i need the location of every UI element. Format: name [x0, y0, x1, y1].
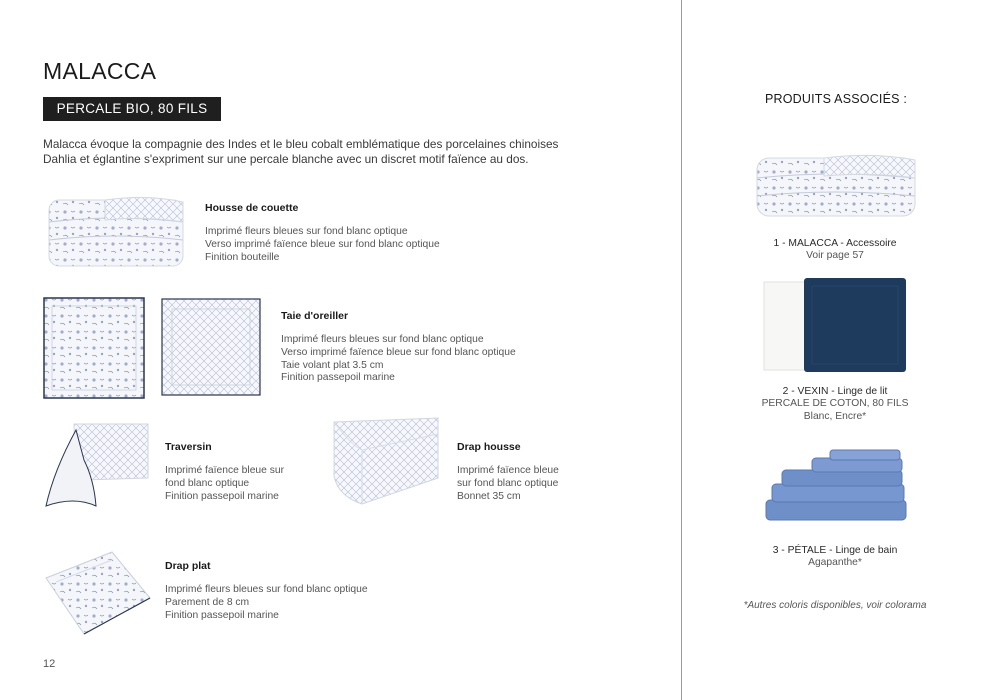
related-malacca-image: [754, 152, 918, 220]
product-line: fond blanc optique: [165, 477, 250, 489]
product-line: Parement de 8 cm: [165, 596, 250, 608]
related-item-1: [700, 238, 970, 263]
related-item-name: 2 - VEXIN - Linge de lit: [782, 386, 888, 397]
related-item-name: 1 - MALACCA - Accessoire: [773, 238, 897, 249]
intro-text: [43, 137, 623, 167]
product-line: Imprimé fleurs bleues sur fond blanc optique: [205, 226, 408, 237]
product-housse: [205, 202, 440, 264]
product-line: Taie volant plat 3.5 cm: [281, 359, 384, 371]
fabric-badge: PERCALE BIO, 80 FILS: [43, 97, 221, 121]
product-line: Finition passepoil marine: [165, 490, 279, 502]
related-item-2: [700, 386, 970, 423]
colors-note: *Autres coloris disponibles, voir colorama: [743, 600, 927, 611]
product-line: Bonnet 35 cm: [457, 490, 521, 502]
product-line: Verso imprimé faïence bleue sur fond blanc optique: [205, 238, 440, 250]
product-drap-plat: [165, 560, 368, 622]
product-traversin: [165, 441, 284, 503]
traversin-image: [44, 420, 152, 512]
taie-floral-image: [42, 296, 146, 400]
product-line: Imprimé fleurs bleues sur fond blanc optique: [165, 584, 368, 595]
related-petale-image: [764, 448, 908, 524]
page-number: 12: [43, 658, 56, 670]
product-line: Finition passepoil marine: [281, 372, 395, 384]
product-title: Taie d'oreiller: [281, 310, 349, 322]
product-title: Drap housse: [457, 441, 521, 453]
product-line: Imprimé faïence bleue: [457, 465, 559, 476]
intro-line: Malacca évoque la compagnie des Indes et le bleu cobalt emblématique des porcelaines chinoises: [43, 137, 559, 151]
related-item-sub: Blanc, Encre*: [803, 410, 867, 422]
related-item-sub: Voir page 57: [806, 250, 864, 262]
product-line: Imprimé fleurs bleues sur fond blanc optique: [281, 334, 484, 345]
product-line: Finition bouteille: [205, 251, 280, 263]
product-line: Imprimé faïence bleue sur: [165, 465, 285, 476]
product-line: Finition passepoil marine: [165, 609, 279, 621]
drap-housse-image: [332, 416, 442, 508]
product-title: Housse de couette: [205, 202, 299, 214]
product-taie: [281, 310, 516, 385]
related-item-sub: PERCALE DE COTON, 80 FILS: [761, 398, 909, 410]
product-drap-housse: [457, 441, 559, 503]
product-title: Traversin: [165, 441, 212, 453]
product-line: Verso imprimé faïence bleue sur fond blanc optique: [281, 346, 516, 358]
page-title: MALACCA: [43, 58, 157, 84]
product-title: Drap plat: [165, 560, 211, 572]
related-products-heading: PRODUITS ASSOCIÉS :: [764, 92, 908, 106]
related-vexin-image: [762, 276, 910, 374]
drap-plat-image: [42, 548, 154, 640]
product-line: sur fond blanc optique: [457, 477, 559, 489]
related-item-sub: Agapanthe*: [808, 557, 862, 569]
taie-faience-image: [160, 297, 262, 397]
related-item-name: 3 - PÉTALE - Linge de bain: [772, 545, 898, 556]
housse-image: [45, 192, 187, 272]
related-item-3: [700, 545, 970, 570]
intro-line: Dahlia et églantine s'expriment sur une percale blanche avec un discret motif faïence au dos.: [43, 152, 529, 166]
